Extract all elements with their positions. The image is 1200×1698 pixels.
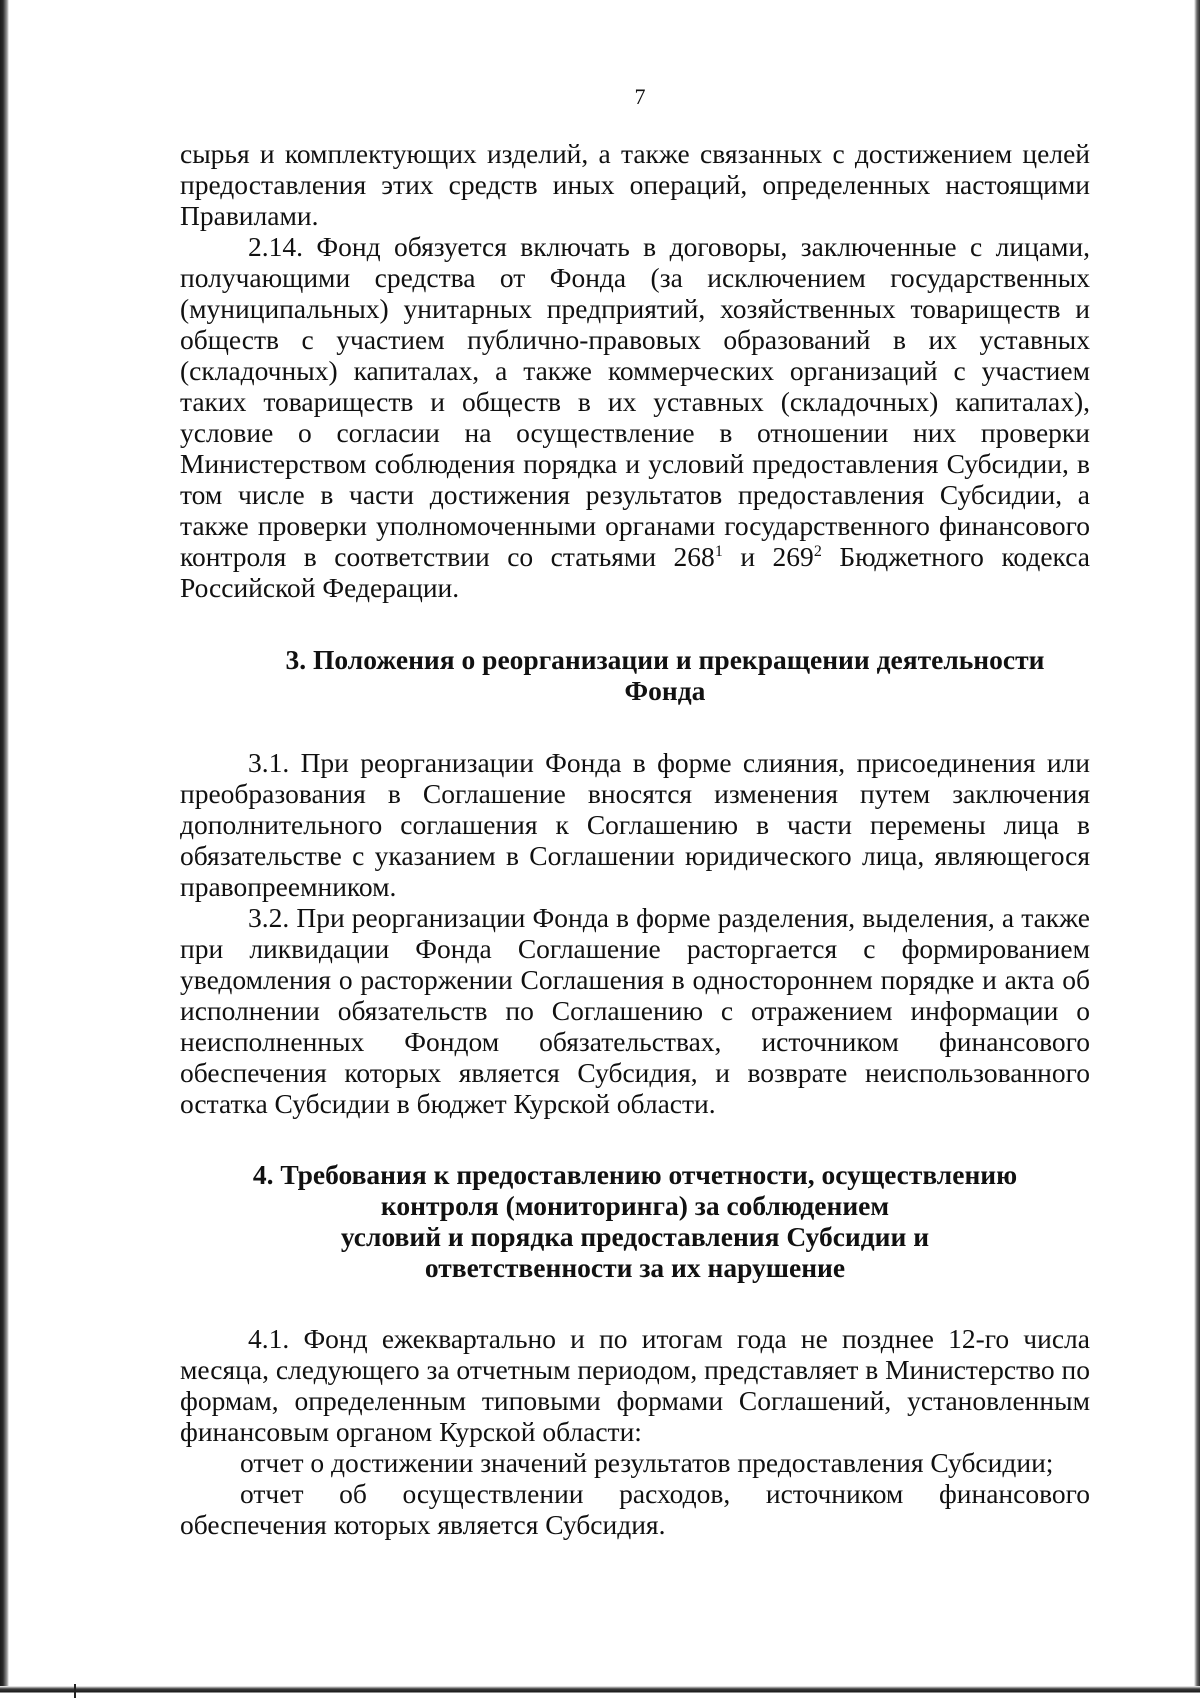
scan-edge-bottom [0, 1686, 1200, 1698]
section-4-heading-line-3: условий и порядка предоставления Субсидии и [340, 1221, 930, 1252]
superscript-2: 2 [813, 542, 822, 560]
paragraph-2-14-text-c: Бюджетного кодекса Российской Федерации. [180, 541, 1090, 603]
paragraph-report-1: отчет о достижении значений результатов предоставления Субсидии; [240, 1447, 1054, 1478]
spacer [180, 1283, 1090, 1323]
scan-edge-right [1194, 0, 1200, 1698]
paragraph-2-14-text: 2.14. Фонд обязуется включать в договоры, заключенные с лицами, получающими средства от Фонда (за исключением государственных (муниципальных) унитарных предприятий, хозяйственных товариществ и обществ с участием публично-правовых образований в их уставных (складочных) капиталах, а также коммерческих организаций с участием таких товариществ и обществ в их уставных (складочных) капиталах), условие о согласии на осуществление в отношении них проверки Министерством соблюдения порядка и условий предоставления Субсидии, в том числе в части достижения результатов предоставления Субсидии, а также проверки уполномоченными органами государственного финансового контроля в соответствии со статьями 268 [180, 231, 1090, 572]
paragraph-2-14 [180, 231, 1090, 603]
section-3-heading: 3. Положения о реорганизации и прекращении деятельности Фонда [285, 644, 1045, 706]
document-body [180, 138, 1090, 1540]
spacer [180, 603, 1090, 644]
section-4-heading-line-2: контроля (мониторинга) за соблюдением [380, 1190, 890, 1221]
paragraph-continuation: сырья и комплектующих изделий, а также связанных с достижением целей предоставления этих средств иных операций, определенных настоящими Правилами. [180, 138, 1090, 231]
spacer [180, 706, 1090, 747]
paragraph-4-1: 4.1. Фонд ежеквартально и по итогам года не позднее 12-го числа месяца, следующего за отчетным периодом, представляет в Министерство по формам, определенным типовыми формами Соглашений, установленным финансовым органом Курской области: [180, 1323, 1090, 1447]
paragraph-2-14-text-b: и 269 [722, 541, 814, 572]
paragraph-3-2: 3.2. При реорганизации Фонда в форме разделения, выделения, а также при ликвидации Фонда Соглашение расторгается с формированием уведомления о расторжении Соглашения в одностороннем порядке и акта об исполнении обязательств по Соглашению с отражением информации о неисполненных Фондом обязательствах, источником финансового обеспечения которых является Субсидия, и возврате неиспользованного остатка Субсидии в бюджет Курской области. [180, 902, 1090, 1119]
section-4-heading-line-4: ответственности за их нарушение [424, 1252, 846, 1283]
section-4-heading-line-1: 4. Требования к предоставлению отчетности, осуществлению [252, 1159, 1018, 1190]
spacer [180, 1119, 1090, 1159]
page-number: 7 [634, 84, 646, 109]
superscript-1: 1 [714, 542, 723, 560]
scan-mark [74, 1684, 76, 1698]
paragraph-report-2: отчет об осуществлении расходов, источником финансового обеспечения которых является Субсидия. [180, 1478, 1090, 1540]
paragraph-3-1: 3.1. При реорганизации Фонда в форме слияния, присоединения или преобразования в Соглашение вносятся изменения путем заключения дополнительного соглашения к Соглашению в части перемены лица в обязательстве с указанием в Соглашении юридического лица, являющегося правопреемником. [180, 747, 1090, 902]
scan-edge-left [0, 0, 9, 1698]
